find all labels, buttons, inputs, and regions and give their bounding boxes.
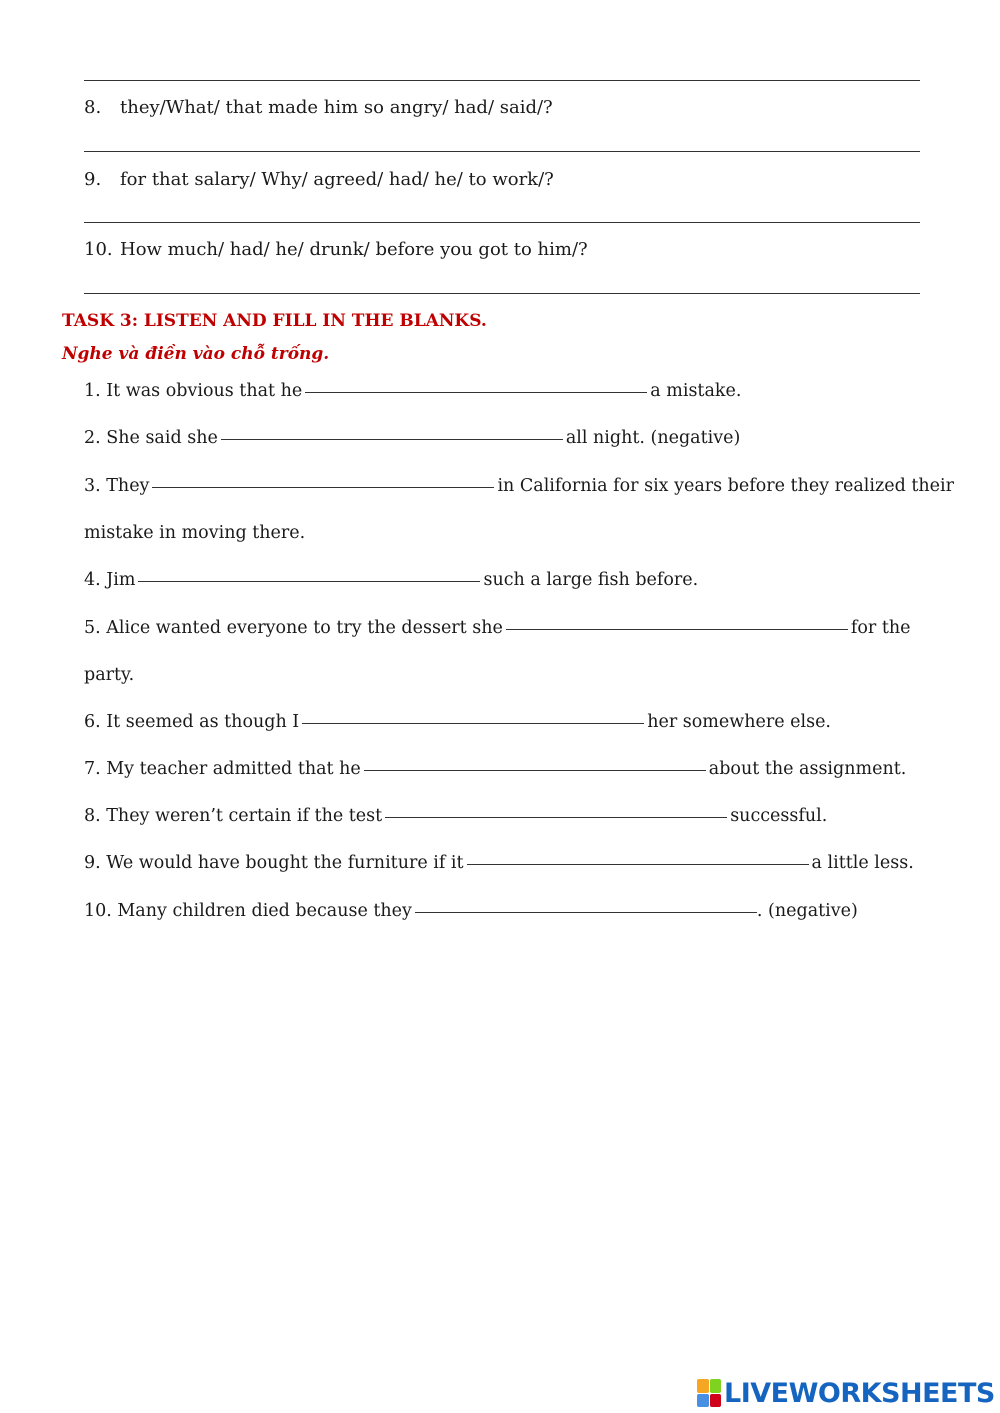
fill-blank[interactable] (221, 439, 563, 440)
fill-item-8 (84, 805, 827, 827)
fill-item-1 (84, 380, 741, 402)
fill-blank[interactable] (152, 487, 494, 488)
fill-item-9 (84, 852, 914, 874)
fill-text-before: 7. My teacher admitted that he (84, 759, 361, 779)
answer-line-8[interactable] (84, 151, 920, 152)
logo-icon (697, 1379, 721, 1407)
fill-text-after: her somewhere else. (647, 712, 831, 732)
fill-text-before: 4. Jim (84, 570, 136, 590)
question-10 (84, 239, 588, 261)
fill-text-after: about the assignment. (708, 759, 907, 779)
liveworksheets-logo (697, 1378, 995, 1408)
fill-blank[interactable] (364, 770, 706, 771)
fill-blank[interactable] (506, 629, 848, 630)
fill-item-3 (84, 475, 954, 497)
fill-text-after: such a large fish before. (483, 570, 699, 590)
fill-text-before: 5. Alice wanted everyone to try the dessert she (84, 618, 503, 638)
fill-blank[interactable] (305, 392, 647, 393)
fill-item-5 (84, 617, 910, 639)
question-text: How much/ had/ he/ drunk/ before you got to him/? (120, 239, 588, 260)
fill-text-after: a little less. (811, 853, 914, 873)
fill-text-before: 1. It was obvious that he (84, 381, 303, 401)
fill-text-after: for the (850, 618, 911, 638)
fill-text-before: 8. They weren’t certain if the test (84, 806, 383, 826)
task3-title: TASK 3: LISTEN AND FILL IN THE BLANKS. (62, 311, 487, 331)
fill-text-before: party. (84, 665, 135, 685)
fill-text-before: 10. Many children died because they (84, 901, 412, 921)
fill-blank[interactable] (138, 581, 480, 582)
question-text: they/What/ that made him so angry/ had/ said/? (120, 97, 553, 118)
question-8 (84, 97, 553, 119)
fill-text-after: all night. (negative) (565, 428, 741, 448)
answer-line-7[interactable] (84, 80, 920, 81)
fill-text-after: in California for six years before they realized their (497, 476, 954, 496)
fill-blank[interactable] (467, 864, 809, 865)
fill-blank[interactable] (302, 723, 644, 724)
fill-item-5-continued (84, 664, 134, 686)
answer-line-9[interactable] (84, 222, 920, 223)
question-number: 10. (84, 239, 113, 260)
answer-line-10[interactable] (84, 293, 920, 294)
fill-item-4 (84, 569, 698, 591)
fill-item-10 (84, 900, 858, 922)
question-number: 8. (84, 97, 102, 118)
fill-text-after: successful. (730, 806, 828, 826)
fill-text-after: . (negative) (756, 901, 858, 921)
question-text: for that salary/ Why/ agreed/ had/ he/ to work/? (120, 169, 554, 190)
task3-subtitle: Nghe và điền vào chỗ trống. (62, 344, 330, 364)
fill-item-6 (84, 711, 831, 733)
fill-text-before: 6. It seemed as though I (84, 712, 300, 732)
fill-text-before: 9. We would have bought the furniture if it (84, 853, 464, 873)
logo-text: LIVEWORKSHEETS (724, 1377, 995, 1409)
fill-item-7 (84, 758, 906, 780)
fill-blank[interactable] (415, 912, 757, 913)
fill-text-after: a mistake. (650, 381, 742, 401)
question-9 (84, 169, 554, 191)
fill-text-before: 2. She said she (84, 428, 218, 448)
fill-blank[interactable] (385, 817, 727, 818)
question-number: 9. (84, 169, 102, 190)
fill-text-before: 3. They (84, 476, 150, 496)
fill-item-2 (84, 427, 740, 449)
fill-text-before: mistake in moving there. (84, 523, 306, 543)
fill-item-3-continued (84, 522, 305, 544)
